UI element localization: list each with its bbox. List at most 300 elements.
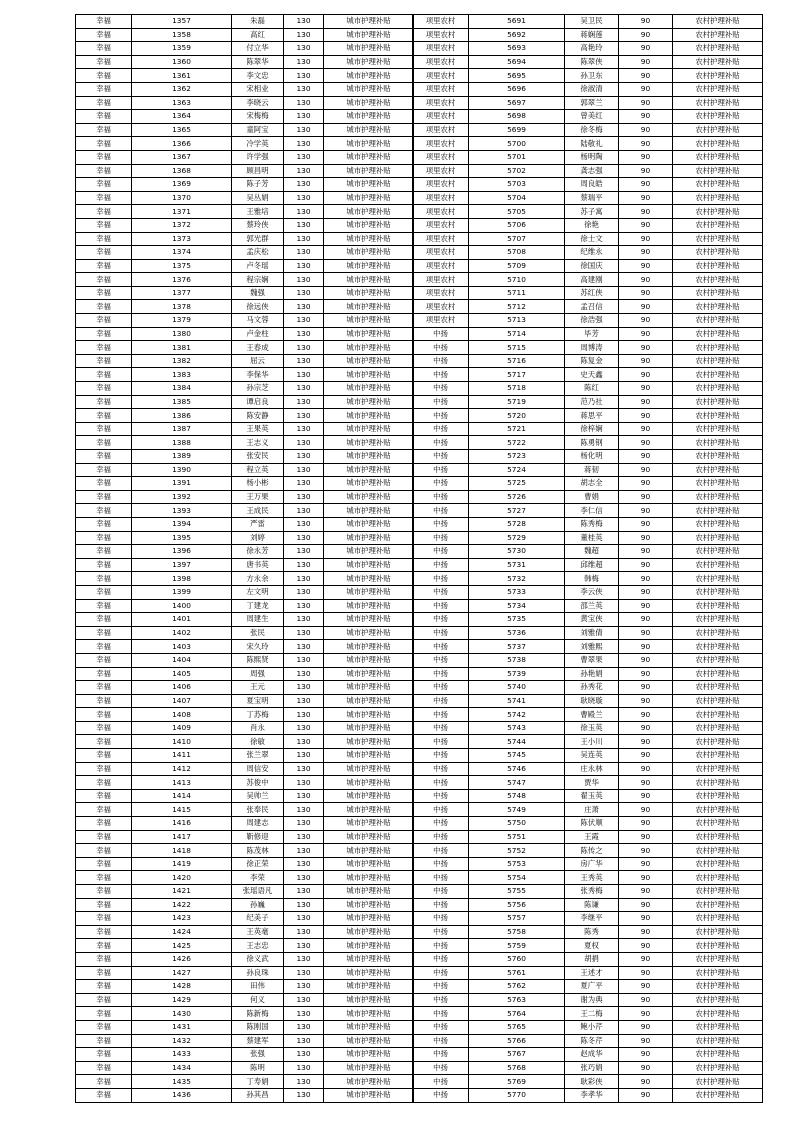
number-cell: 5733 [469,585,565,599]
area-cell: 项里农村 [413,123,469,137]
amount-cell: 130 [284,1061,324,1075]
number-cell: 5747 [469,776,565,790]
type-cell: 农村护理补贴 [673,735,763,749]
name-cell: 王雅培 [232,205,284,219]
amount-cell: 90 [619,531,673,545]
number-cell: 5718 [469,382,565,396]
type-cell: 农村护理补贴 [673,626,763,640]
number-cell: 1375 [132,259,232,273]
table-row [413,925,763,939]
number-cell: 1419 [132,857,232,871]
number-cell: 5721 [469,422,565,436]
number-cell: 5752 [469,844,565,858]
table-row [76,1020,414,1034]
type-cell: 城市护理补贴 [324,422,414,436]
area-cell: 幸福 [76,844,132,858]
table-row [413,164,763,178]
number-cell: 5724 [469,463,565,477]
amount-cell: 130 [284,1034,324,1048]
number-cell: 1421 [132,885,232,899]
name-cell: 夏宝明 [232,694,284,708]
name-cell: 马文蓉 [232,314,284,328]
table-row [413,1061,763,1075]
area-cell: 中扬 [413,599,469,613]
area-cell: 项里农村 [413,96,469,110]
area-cell: 幸福 [76,871,132,885]
table-row [413,966,763,980]
area-cell: 幸福 [76,341,132,355]
area-cell: 幸福 [76,205,132,219]
name-cell: 郭翠兰 [565,96,619,110]
area-cell: 中扬 [413,885,469,899]
amount-cell: 130 [284,939,324,953]
number-cell: 5709 [469,259,565,273]
type-cell: 城市护理补贴 [324,912,414,926]
type-cell: 城市护理补贴 [324,585,414,599]
area-cell: 幸福 [76,450,132,464]
amount-cell: 130 [284,137,324,151]
type-cell: 城市护理补贴 [324,69,414,83]
name-cell: 蔡瑞平 [565,191,619,205]
area-cell: 中扬 [413,517,469,531]
table-row [413,450,763,464]
amount-cell: 90 [619,735,673,749]
name-cell: 许学强 [232,150,284,164]
amount-cell: 90 [619,314,673,328]
amount-cell: 90 [619,1034,673,1048]
amount-cell: 90 [619,259,673,273]
number-cell: 1372 [132,218,232,232]
area-cell: 中扬 [413,463,469,477]
amount-cell: 90 [619,1061,673,1075]
amount-cell: 130 [284,232,324,246]
name-cell: 孙良珠 [232,966,284,980]
type-cell: 农村护理补贴 [673,572,763,586]
number-cell: 1411 [132,749,232,763]
table-row [413,490,763,504]
name-cell: 刘雅倩 [565,626,619,640]
name-cell: 丁寿娟 [232,1075,284,1089]
area-cell: 幸福 [76,966,132,980]
number-cell: 1388 [132,436,232,450]
amount-cell: 130 [284,28,324,42]
amount-cell: 130 [284,96,324,110]
type-cell: 农村护理补贴 [673,721,763,735]
type-cell: 农村护理补贴 [673,653,763,667]
number-cell: 1396 [132,545,232,559]
number-cell: 5764 [469,1007,565,1021]
area-cell: 幸福 [76,517,132,531]
table-row [413,789,763,803]
table-row [413,409,763,423]
type-cell: 城市护理补贴 [324,1007,414,1021]
name-cell: 陈茂林 [232,844,284,858]
table-row [413,980,763,994]
amount-cell: 130 [284,1088,324,1102]
area-cell: 项里农村 [413,164,469,178]
type-cell: 城市护理补贴 [324,817,414,831]
number-cell: 5715 [469,341,565,355]
table-row [76,490,414,504]
table-row [76,613,414,627]
number-cell: 1404 [132,653,232,667]
number-cell: 5728 [469,517,565,531]
amount-cell: 130 [284,558,324,572]
type-cell: 农村护理补贴 [673,450,763,464]
type-cell: 农村护理补贴 [673,422,763,436]
area-cell: 幸福 [76,993,132,1007]
number-cell: 1382 [132,354,232,368]
type-cell: 农村护理补贴 [673,613,763,627]
amount-cell: 130 [284,681,324,695]
name-cell: 谢为典 [565,993,619,1007]
name-cell: 宋久玲 [232,640,284,654]
amount-cell: 90 [619,857,673,871]
area-cell: 中扬 [413,952,469,966]
table-row [76,517,414,531]
number-cell: 1373 [132,232,232,246]
table-row [413,721,763,735]
type-cell: 城市护理补贴 [324,96,414,110]
type-cell: 城市护理补贴 [324,490,414,504]
name-cell: 王二梅 [565,1007,619,1021]
name-cell: 徐敏 [232,735,284,749]
number-cell: 1390 [132,463,232,477]
name-cell: 孟庆松 [232,246,284,260]
type-cell: 农村护理补贴 [673,300,763,314]
amount-cell: 90 [619,96,673,110]
area-cell: 幸福 [76,409,132,423]
table-row [413,939,763,953]
amount-cell: 90 [619,82,673,96]
name-cell: 张奉民 [232,803,284,817]
area-cell: 中扬 [413,1075,469,1089]
table-row [413,912,763,926]
amount-cell: 90 [619,150,673,164]
table-row [413,1048,763,1062]
name-cell: 胡捐 [565,952,619,966]
table-row [76,830,414,844]
area-cell: 幸福 [76,1048,132,1062]
number-cell: 1407 [132,694,232,708]
number-cell: 1401 [132,613,232,627]
table-row [76,368,414,382]
name-cell: 董桂英 [565,531,619,545]
area-cell: 中扬 [413,477,469,491]
type-cell: 城市护理补贴 [324,42,414,56]
amount-cell: 130 [284,735,324,749]
type-cell: 农村护理补贴 [673,110,763,124]
type-cell: 农村护理补贴 [673,1048,763,1062]
name-cell: 高红 [232,28,284,42]
area-cell: 中扬 [413,409,469,423]
amount-cell: 90 [619,164,673,178]
number-cell: 5768 [469,1061,565,1075]
name-cell: 庄萧 [565,803,619,817]
type-cell: 农村护理补贴 [673,123,763,137]
table-row [76,885,414,899]
type-cell: 城市护理补贴 [324,354,414,368]
amount-cell: 130 [284,599,324,613]
number-cell: 5738 [469,653,565,667]
amount-cell: 130 [284,490,324,504]
amount-cell: 90 [619,450,673,464]
amount-cell: 90 [619,1088,673,1102]
area-cell: 幸福 [76,123,132,137]
name-cell: 靳修迎 [232,830,284,844]
amount-cell: 130 [284,395,324,409]
area-cell: 幸福 [76,885,132,899]
name-cell: 卢冬瑶 [232,259,284,273]
table-row [76,1088,414,1102]
amount-cell: 90 [619,1048,673,1062]
area-cell: 中扬 [413,667,469,681]
name-cell: 苏红侠 [565,286,619,300]
type-cell: 城市护理补贴 [324,205,414,219]
table-row [413,191,763,205]
number-cell: 1393 [132,504,232,518]
amount-cell: 130 [284,368,324,382]
type-cell: 城市护理补贴 [324,898,414,912]
name-cell: 赵成华 [565,1048,619,1062]
type-cell: 城市护理补贴 [324,123,414,137]
name-cell: 魏超 [565,545,619,559]
type-cell: 农村护理补贴 [673,341,763,355]
area-cell: 中扬 [413,898,469,912]
type-cell: 农村护理补贴 [673,178,763,192]
amount-cell: 130 [284,409,324,423]
table-row [76,314,414,328]
amount-cell: 90 [619,463,673,477]
type-cell: 城市护理补贴 [324,82,414,96]
name-cell: 徐冬梅 [565,123,619,137]
area-cell: 幸福 [76,1075,132,1089]
table-row [76,857,414,871]
type-cell: 农村护理补贴 [673,545,763,559]
left-table [75,14,414,1103]
name-cell: 陈谦 [565,898,619,912]
name-cell: 吴连英 [565,749,619,763]
name-cell: 蔡建军 [232,1034,284,1048]
area-cell: 幸福 [76,300,132,314]
amount-cell: 130 [284,341,324,355]
type-cell: 农村护理补贴 [673,1020,763,1034]
table-row [413,286,763,300]
type-cell: 城市护理补贴 [324,749,414,763]
name-cell: 肖永 [232,721,284,735]
number-cell: 5770 [469,1088,565,1102]
amount-cell: 130 [284,844,324,858]
area-cell: 中扬 [413,857,469,871]
amount-cell: 90 [619,844,673,858]
name-cell: 程宗娴 [232,273,284,287]
area-cell: 幸福 [76,545,132,559]
area-cell: 中扬 [413,1034,469,1048]
area-cell: 幸福 [76,817,132,831]
number-cell: 1432 [132,1034,232,1048]
name-cell: 王霞 [565,830,619,844]
name-cell: 蔡玲侠 [232,218,284,232]
type-cell: 农村护理补贴 [673,1034,763,1048]
amount-cell: 90 [619,368,673,382]
type-cell: 城市护理补贴 [324,1034,414,1048]
area-cell: 中扬 [413,817,469,831]
table-row [413,382,763,396]
area-cell: 幸福 [76,585,132,599]
type-cell: 农村护理补贴 [673,504,763,518]
amount-cell: 130 [284,1007,324,1021]
number-cell: 5697 [469,96,565,110]
amount-cell: 90 [619,436,673,450]
table-row [413,395,763,409]
type-cell: 城市护理补贴 [324,830,414,844]
number-cell: 5763 [469,993,565,1007]
amount-cell: 130 [284,789,324,803]
table-row [76,450,414,464]
table-row [76,164,414,178]
name-cell: 魏强 [232,286,284,300]
amount-cell: 90 [619,191,673,205]
type-cell: 农村护理补贴 [673,218,763,232]
amount-cell: 90 [619,572,673,586]
table-row [76,980,414,994]
type-cell: 农村护理补贴 [673,667,763,681]
table-row [76,640,414,654]
area-cell: 中扬 [413,789,469,803]
table-row [413,463,763,477]
area-cell: 幸福 [76,599,132,613]
type-cell: 农村护理补贴 [673,939,763,953]
name-cell: 苏俊中 [232,776,284,790]
name-cell: 宋相业 [232,82,284,96]
type-cell: 农村护理补贴 [673,327,763,341]
table-row [76,912,414,926]
name-cell: 陈传之 [565,844,619,858]
table-row [76,1061,414,1075]
name-cell: 张巧娟 [565,1061,619,1075]
amount-cell: 90 [619,776,673,790]
type-cell: 农村护理补贴 [673,354,763,368]
type-cell: 城市护理补贴 [324,517,414,531]
number-cell: 1394 [132,517,232,531]
amount-cell: 130 [284,477,324,491]
amount-cell: 90 [619,599,673,613]
name-cell: 刘婷 [232,531,284,545]
amount-cell: 90 [619,640,673,654]
number-cell: 5696 [469,82,565,96]
name-cell: 严雷 [232,517,284,531]
area-cell: 项里农村 [413,314,469,328]
table-row [413,1075,763,1089]
number-cell: 1408 [132,708,232,722]
number-cell: 5729 [469,531,565,545]
type-cell: 农村护理补贴 [673,993,763,1007]
amount-cell: 130 [284,653,324,667]
table-row [413,776,763,790]
table-row [413,952,763,966]
area-cell: 幸福 [76,830,132,844]
table-row [76,178,414,192]
number-cell: 5743 [469,721,565,735]
type-cell: 农村护理补贴 [673,1088,763,1102]
name-cell: 王秀英 [565,871,619,885]
number-cell: 5766 [469,1034,565,1048]
amount-cell: 130 [284,694,324,708]
name-cell: 贾华 [565,776,619,790]
type-cell: 农村护理补贴 [673,409,763,423]
amount-cell: 130 [284,545,324,559]
name-cell: 纪维永 [565,246,619,260]
area-cell: 幸福 [76,749,132,763]
area-cell: 中扬 [413,1020,469,1034]
area-cell: 中扬 [413,993,469,1007]
number-cell: 1370 [132,191,232,205]
name-cell: 陈秀 [565,925,619,939]
number-cell: 5720 [469,409,565,423]
type-cell: 农村护理补贴 [673,96,763,110]
amount-cell: 130 [284,572,324,586]
area-cell: 幸福 [76,395,132,409]
name-cell: 李荣 [232,871,284,885]
area-cell: 项里农村 [413,246,469,260]
area-cell: 幸福 [76,490,132,504]
area-cell: 项里农村 [413,110,469,124]
name-cell: 韩梅 [565,572,619,586]
name-cell: 陈子芳 [232,178,284,192]
type-cell: 城市护理补贴 [324,110,414,124]
type-cell: 城市护理补贴 [324,667,414,681]
type-cell: 农村护理补贴 [673,844,763,858]
area-cell: 幸福 [76,96,132,110]
amount-cell: 130 [284,776,324,790]
area-cell: 幸福 [76,232,132,246]
number-cell: 5723 [469,450,565,464]
number-cell: 5702 [469,164,565,178]
table-row [413,517,763,531]
area-cell: 幸福 [76,925,132,939]
amount-cell: 130 [284,980,324,994]
number-cell: 1413 [132,776,232,790]
amount-cell: 130 [284,15,324,29]
number-cell: 5744 [469,735,565,749]
area-cell: 项里农村 [413,205,469,219]
type-cell: 城市护理补贴 [324,300,414,314]
type-cell: 城市护理补贴 [324,504,414,518]
amount-cell: 90 [619,708,673,722]
name-cell: 程立英 [232,463,284,477]
type-cell: 农村护理补贴 [673,1075,763,1089]
name-cell: 龚志强 [565,164,619,178]
amount-cell: 90 [619,830,673,844]
amount-cell: 90 [619,1020,673,1034]
type-cell: 城市护理补贴 [324,409,414,423]
type-cell: 城市护理补贴 [324,341,414,355]
number-cell: 1387 [132,422,232,436]
type-cell: 城市护理补贴 [324,681,414,695]
number-cell: 5706 [469,218,565,232]
table-row [413,28,763,42]
number-cell: 1361 [132,69,232,83]
area-cell: 中扬 [413,966,469,980]
name-cell: 孙其昌 [232,1088,284,1102]
amount-cell: 90 [619,504,673,518]
amount-cell: 90 [619,898,673,912]
amount-cell: 90 [619,327,673,341]
amount-cell: 130 [284,966,324,980]
table-row [76,721,414,735]
area-cell: 幸福 [76,28,132,42]
number-cell: 5711 [469,286,565,300]
